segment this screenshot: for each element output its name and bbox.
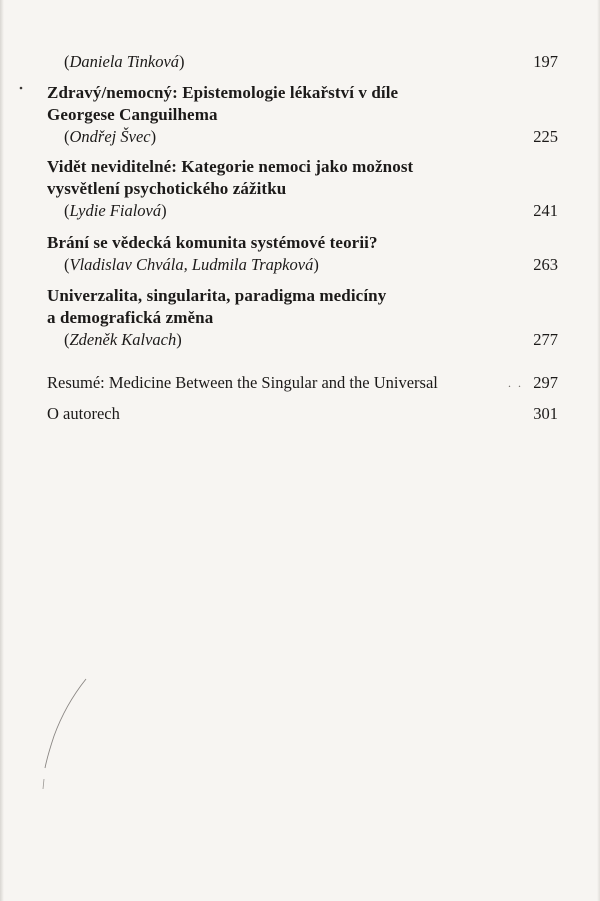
toc-page-number: 241 <box>533 201 558 220</box>
toc-plain-title: O autorech <box>47 404 120 423</box>
pencil-mark <box>45 679 86 768</box>
toc-page-number: 225 <box>533 127 558 146</box>
toc-author: (Zdeněk Kalvach) <box>64 330 182 349</box>
toc-entry-title: vysvětlení psychotického zážitku <box>47 179 287 198</box>
toc-page-number: 301 <box>533 404 558 423</box>
pencil-mark <box>43 779 44 789</box>
toc-page-number: 297 <box>533 373 558 392</box>
toc-author: (Lydie Fialová) <box>64 201 167 220</box>
toc-page-number: 277 <box>533 330 558 349</box>
toc-author: (Ondřej Švec) <box>64 127 157 146</box>
toc-author: (Daniela Tinková) <box>64 52 185 71</box>
toc-page-number: 197 <box>533 52 558 71</box>
toc-leader-dots: . . <box>508 376 523 390</box>
toc-entry-title: Brání se vědecká komunita systémové teorii? <box>47 233 378 252</box>
toc-page-number: 263 <box>533 255 558 274</box>
toc-plain-title: Resumé: Medicine Between the Singular and the Universal <box>47 373 438 392</box>
toc-entry-title: Zdravý/nemocný: Epistemologie lékařství v díle <box>47 83 399 102</box>
toc-entry-title: a demografická změna <box>47 308 214 327</box>
toc-entry-title: Georgese Canguilhema <box>47 105 218 124</box>
toc-entry-title: Vidět neviditelné: Kategorie nemoci jako možnost <box>47 157 414 176</box>
toc-entry-title: Univerzalita, singularita, paradigma medicíny <box>47 286 387 305</box>
ink-speck <box>20 87 23 90</box>
toc-author: (Vladislav Chvála, Ludmila Trapková) <box>64 255 319 274</box>
